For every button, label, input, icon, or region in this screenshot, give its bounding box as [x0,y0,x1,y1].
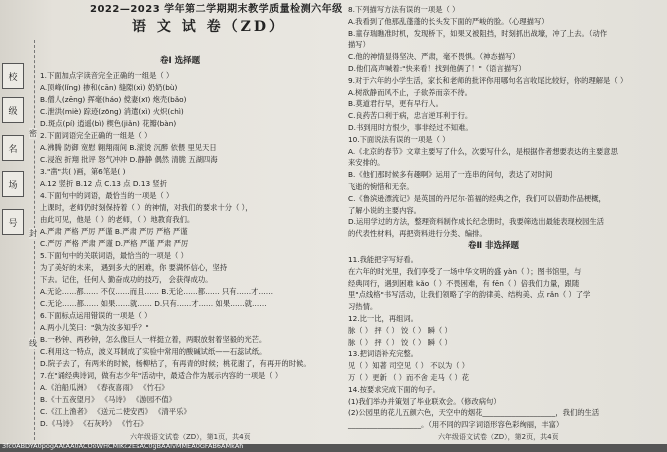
question-line: C.良药苦口利于病，忠言逆耳利于行。 [348,111,473,121]
question-line: 由此可见，他是（ ）的老师，（ ）地教育我们。 [40,215,195,224]
binding-margin [0,55,24,385]
section-title-1: 卷Ⅰ 选择题 [160,56,201,66]
question-line: 5.下面句中的关联词语，最恰当的一项是（ ） [40,251,188,260]
binding-box-grade: 级 [2,97,24,123]
question-line: C.他的神情显得坚决、严肃，毫不畏惧。（神态描写） [348,52,520,62]
seal-label-1: 密 [29,129,37,138]
question-line: 万（ ）更新 （ ）而不舍 走马（ ）花 [348,373,470,382]
question-line: 来安排的。 [348,158,385,168]
question-line: B.莫道君行早，更有早行人。 [348,99,443,109]
watermark-code: 3fc0ABDYA0pogAAtAA0ACOoWHCMIKc2EsAC0gBAAIvMMEA0GFAB6AMkAh [2,442,244,450]
question-line: A.沸腾 防御 宽慰 翱翔雨间 B.滚烫 沉醉 依偎 里见天日 [40,143,217,152]
question-line: A.《北京的春节》文章主要写了什么，次要写什么，是根据作者想要表达的主要意思 [348,146,618,156]
question-line: C.利用这一特点，波义耳制成了实验中常用的酸碱试纸——石蕊试纸。 [40,347,267,356]
right-footer: 六年级语文试卷（ZD），第2页，共4页 [438,433,559,441]
question-line: 经典同行，遇到困难 kǎo（ ）不畏困难，有 fēn（ ）倍我们力量，跟随 [348,278,580,288]
question-line: 6.下面标点运用错误的一项是（ ） [40,311,152,320]
question-line: A.我看到了他那乱蓬蓬的长头发下面的严峻的脸。（心理描写） [348,16,549,26]
binding-box-name: 名 [2,135,24,161]
question-line: B.《十五夜望月》 《马诗》 《游园不值》 [40,395,177,404]
question-line: 里"点线格"书写活动，让我们领略了字的韵律美、结构美、点 rǎn（ ）了学 [348,290,591,300]
question-line: C.严厉 严格 严肃 严谨 D.严格 严谨 严肃 严厉 [40,239,189,248]
binding-box-school: 校 [2,63,24,89]
question-line: 在六年的时光里，我们享受了一场中华文明的盛 yàn（ ）；图书馆里，与 [348,266,582,276]
question-line: 2.下面词语完全正确的一组是（ ） [40,131,152,140]
question-line: 飞逝的惋惜和无奈。 [348,182,414,191]
question-line: D.斑点(pí) 逍遥(bì) 楔色(jiǎn) 花瓣(bàn) [40,119,177,128]
binding-box-room: 场 [2,171,24,197]
question-line: A.严肃 严格 严厉 严谨 B.严肃 严厉 严格 严谨 [40,227,188,236]
question-line: 为了美好的未来， 遇到多大的困难，你 要满怀信心，坚持 [40,263,228,272]
question-line: D.运用学过的方法，整理资料制作成长纪念册时，我要筛选出最能表现校园生活 [348,217,605,227]
question-line: D.书到用时方恨少，事非经过不知难。 [348,123,473,132]
question-line: C.无论……都…… 如果……就…… D.只有……才…… 如果……就…… [40,299,267,308]
question-line: ____________________。（用不同的四字词语形容色彩绚丽，丰富） [348,420,564,430]
question-line: 8.下列描写方法有误的一项是（ ） [348,5,460,14]
question-line: D.他们高声喊着:"快来看！找到他俩了！"（语言描写） [348,64,526,73]
question-line: C.《江上渔者》 《送元二使安西》 《清平乐》 [40,407,191,416]
question-line: 9.对于六年的小学生活，家长和老师的批评你用哪句名言收尾比较好，你的理解是（ ） [348,75,628,85]
question-line: B.童存瑞瞧准时机，发现桥下，如果又被阻挡，时刻抓出战壕，冲了上去。（动作 [348,28,608,38]
section-title-2: 卷Ⅱ 非选择题 [468,241,520,251]
question-line: A.无论……都…… 不仅……而且…… B.无论……都…… 只有……才…… [40,287,274,296]
question-line: (1)我们举办并策划了毕业联欢会。（修改病句） [348,396,501,406]
question-line: 脉（ ） 抨（ ） 饺（ ） 瞬（ ） [348,325,452,335]
question-line: 12.比一比，再组词。 [348,314,418,323]
question-line: A.顶峰(lǐng) 掺和(cān) 缝隙(xì) 奶奶(bù) [40,83,178,92]
question-line: A.《泊船瓜洲》 《春夜喜雨》 《竹石》 [40,383,169,392]
question-line: 见（ ）知著 司空见（ ） 不以为（ ） [348,361,470,371]
question-line: (2)公园里的花儿五颜六色，天空中的烟花____________________，我们的生活 [348,408,600,418]
question-line: C.《鲁滨逊漂流记》是英国的丹尼尔·笛福的经典之作，我们可以借助作品梗概， [348,193,606,203]
seal-label-3: 线 [29,339,37,348]
question-line: 习热情。 [348,302,378,312]
question-line: 脉（ ） 抨（ ） 饺（ ） 瞬（ ） [348,337,452,347]
question-line: B.一秒钟、两秒钟，怎么像巨人一样挺立着，两眼放射着坚毅的光芒。 [40,335,267,344]
question-line: D.《马诗》 《石灰吟》 《竹石》 [40,419,148,428]
left-footer: 六年级语文试卷（ZD），第1页，共4页 [130,433,251,441]
question-line: 描写） [348,40,370,50]
question-line: C.泄洪(miè) 踪迹(zōng) 消遣(xì) 火炽(chì) [40,107,184,116]
binding-box-number: 号 [2,209,24,235]
question-line: 3."凿"共( )画，第6笔是( ) [40,167,126,176]
question-line: A.树欲静而风不止，子欲养而亲不待。 [348,87,472,97]
question-line: 上课时，老师仍时刻保持着（ ）的神情，对我们的要求十分（ ）， [40,203,253,212]
seal-label-2: 封 [29,229,37,238]
question-line: 下去。记住，任何人 勤奋成功的技巧， 会获得成功。 [40,275,213,284]
question-line: 7.在"诵经典诗词，做有志少年"活动中，最适合作为展示内容的一项是（ ） [40,371,283,380]
question-line: 了解小说的主要内容。 [348,205,421,215]
question-line: B.僧人(zēng) 挥毫(háo) 傥妻(xī) 炮壳(bǎo) [40,95,187,104]
question-line: 1.下面加点字读音完全正确的一组是（ ） [40,71,174,80]
question-line: 10.下面说法有误的一项是（ ） [348,134,450,144]
seal-line [34,40,35,440]
question-line: D.院子去了，有两米的时候，杨柳枯了，有再青的时候；桃花谢了，有再开的时候。 [40,359,311,368]
question-line: A.12 竖折 B.12 点 C.13 点 D.13 竖折 [40,179,168,188]
exam-header: 2022—2023 学年第二学期期末教学质量检测六年级 [90,4,343,15]
exam-title: 语 文 试 卷（ZD） [132,19,286,35]
question-line: 4.下面句中的词语，最恰当的一项是（ ） [40,191,174,200]
question-line: 14.按要求完成下面的句子。 [348,384,440,394]
question-line: B.《他们那时候多有趣啊》运用了一连串的问句，表达了对时间 [348,170,553,180]
question-line: C.浸泡 折翔 批评 怒气冲冲 D.静静 偶然 清脆 五湖四海 [40,155,218,164]
question-line: A.两小儿笑曰："孰为汝多知乎？" [40,323,149,332]
question-line: 11.我能把字写好看。 [348,255,418,264]
question-line: 的代表性材料，再把资料进行分类、编排。 [348,229,487,239]
question-line: 13.把词语补充完整。 [348,349,418,359]
